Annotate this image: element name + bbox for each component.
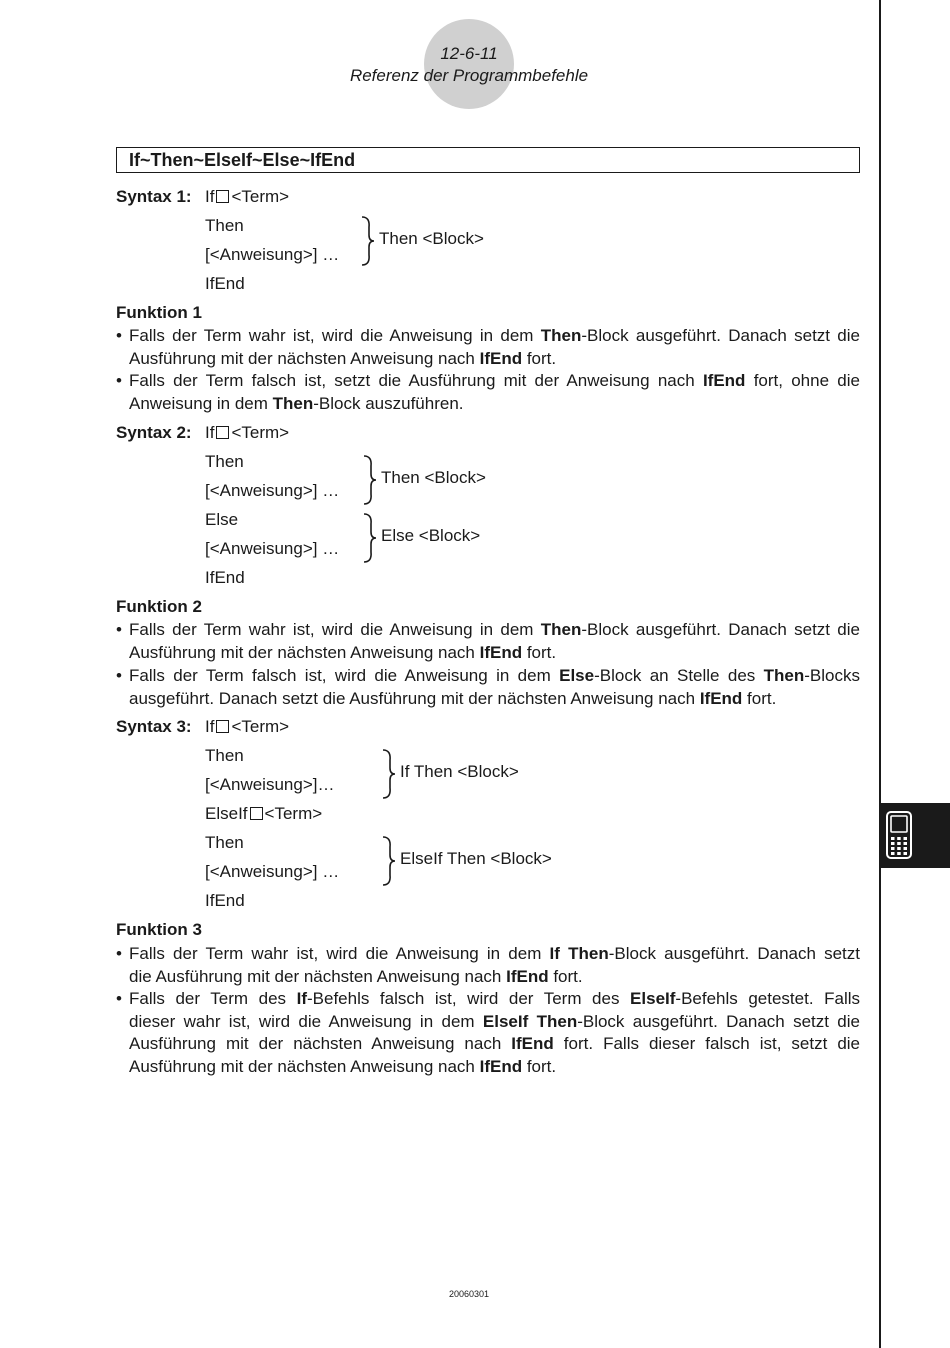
space-box [216,720,229,733]
page-number: 12-6-11 [440,44,498,63]
space-box [216,190,229,203]
syntax2-brace-1 [360,454,378,506]
syntax3-ifend: IfEnd [205,891,245,910]
syntax1-brace [358,215,376,267]
funktion1-bullet-1: • Falls der Term wahr ist, wird die Anweisung in dem Then-Block ausgeführt. Danach setzt die Ausführung mit der nächsten Anweisung nach IfEnd fort. [116,326,860,368]
syntax3-elseif-line [205,804,322,824]
elseif-keyword: ElseIf [205,804,248,823]
syntax1-brace-label: Then <Block> [379,229,484,248]
funktion2-bullet-1: • Falls der Term wahr ist, wird die Anweisung in dem Then-Block ausgeführt. Danach setzt die Ausführung mit der nächsten Anweisung nach IfEnd fort. [116,620,860,662]
term: <Term> [264,804,323,823]
syntax2-statement-1: [<Anweisung>] … [205,481,340,500]
space-box [250,807,263,820]
funktion2-bullet-2: • Falls der Term falsch ist, wird die Anweisung in dem Else-Block an Stelle des Then-Blocks ausgeführt. Danach setzt die Ausführung mit der nächsten Anweisung nach IfEnd fort. [116,666,860,708]
funktion3-heading: Funktion 3 [116,920,202,939]
syntax2-if-line [205,423,289,443]
syntax2-ifend: IfEnd [205,568,245,587]
syntax3-label: Syntax 3: [116,717,192,736]
syntax3-then-1: Then [205,746,244,765]
if-keyword: If [205,423,215,442]
if-keyword: If [205,717,215,736]
syntax2-else: Else [205,510,239,529]
header-circle [424,19,514,109]
section-heading: If~Then~ElseIf~Else~IfEnd [116,147,860,173]
syntax1-if-line [205,187,289,207]
funktion3-bullet-1: • Falls der Term wahr ist, wird die Anweisung in dem If Then-Block ausgeführt. Danach setzt die Ausführung mit der nächsten Anweisung nach IfEnd fort. [116,944,860,986]
syntax2-brace-1-label: Then <Block> [381,468,486,487]
syntax2-statement-2: [<Anweisung>] … [205,539,340,558]
term: <Term> [231,717,290,736]
syntax2-brace-2 [360,512,378,564]
syntax1-ifend: IfEnd [205,274,245,293]
syntax3-if-line [205,717,289,737]
chapter-tab [881,803,950,868]
syntax2-label: Syntax 2: [116,423,192,442]
syntax1-then: Then [205,216,244,235]
syntax3-then-2: Then [205,833,244,852]
funktion3-bullet-2: • Falls der Term des If-Befehls falsch ist, wird der Term des ElseIf-Befehls getestet. Falls dieser wahr ist, wird die Anweisung in dem ElseIf Then-Block ausgeführt. Danach setzt die Ausführung mit der nächsten Anweisung nach IfEnd fort. Falls dieser falsch ist, setzt die Ausführung mit der nächsten Anweisung nach IfEnd fort. [116,989,861,1076]
syntax3-statement-2: [<Anweisung>] … [205,862,340,881]
space-box [216,426,229,439]
calculator-icon [884,810,914,860]
syntax3-brace-2 [379,835,397,887]
if-keyword: If [205,187,215,206]
funktion1-bullet-2: • Falls der Term falsch ist, setzt die Ausführung mit der Anweisung nach IfEnd fort, ohne die Anweisung in dem Then-Block auszuführen. [116,371,860,413]
syntax1-label: Syntax 1: [116,187,192,206]
syntax3-statement-1: [<Anweisung>]… [205,775,335,794]
term: <Term> [231,187,290,206]
funktion1-heading: Funktion 1 [116,303,202,322]
syntax2-brace-2-label: Else <Block> [381,526,481,545]
syntax1-statement: [<Anweisung>] … [205,245,340,264]
chapter-title: Referenz der Programmbefehle [349,66,589,85]
syntax3-brace-2-label: ElseIf Then <Block> [400,849,552,868]
funktion2-heading: Funktion 2 [116,597,202,616]
syntax3-brace-1 [379,748,397,800]
term: <Term> [231,423,290,442]
syntax3-brace-1-label: If Then <Block> [400,762,519,781]
syntax2-then: Then [205,452,244,471]
margin-rule [879,0,881,1348]
footer-code: 20060301 [448,1289,490,1299]
